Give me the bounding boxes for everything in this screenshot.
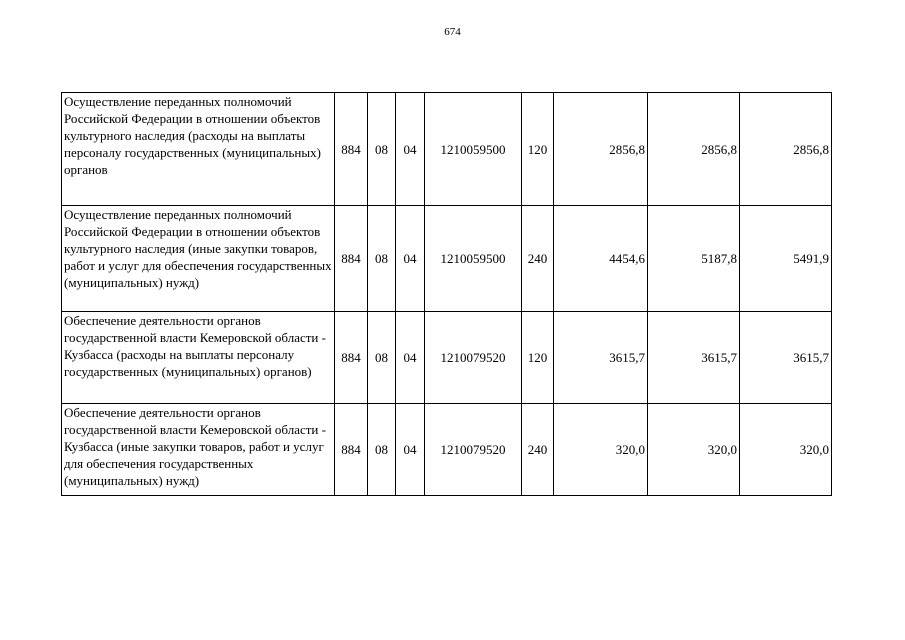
amount-1: 4454,6 — [554, 206, 648, 312]
table-row — [62, 93, 832, 206]
expense-type-code: 120 — [522, 93, 554, 206]
ministry-code: 884 — [335, 312, 368, 404]
section-code: 08 — [368, 206, 396, 312]
ministry-code: 884 — [335, 93, 368, 206]
ministry-code: 884 — [335, 206, 368, 312]
ministry-code: 884 — [335, 404, 368, 496]
page-number: 674 — [444, 26, 461, 38]
amount-1: 320,0 — [554, 404, 648, 496]
amount-1: 3615,7 — [554, 312, 648, 404]
target-code: 1210059500 — [425, 93, 522, 206]
section-code: 08 — [368, 404, 396, 496]
section-code: 08 — [368, 312, 396, 404]
subsection-code: 04 — [396, 93, 425, 206]
amount-3: 2856,8 — [740, 93, 832, 206]
expense-type-code: 120 — [522, 312, 554, 404]
amount-3: 5491,9 — [740, 206, 832, 312]
subsection-code: 04 — [396, 312, 425, 404]
row-description: Осуществление переданных полномочий Российской Федерации в отношении объектов культурного наследия (иные закупки товаров, работ и услуг для обеспечения государственных (муниципальных) нужд) — [62, 206, 335, 312]
table-row — [62, 312, 832, 404]
row-description: Обеспечение деятельности органов государственной власти Кемеровской области - Кузбасса (расходы на выплаты персоналу государственных (муниципальных) органов) — [62, 312, 335, 404]
amount-2: 3615,7 — [648, 312, 740, 404]
expense-type-code: 240 — [522, 404, 554, 496]
amount-3: 320,0 — [740, 404, 832, 496]
amount-2: 2856,8 — [648, 93, 740, 206]
table-row — [62, 206, 832, 312]
expense-type-code: 240 — [522, 206, 554, 312]
subsection-code: 04 — [396, 404, 425, 496]
amount-1: 2856,8 — [554, 93, 648, 206]
amount-2: 5187,8 — [648, 206, 740, 312]
amount-2: 320,0 — [648, 404, 740, 496]
row-description: Осуществление переданных полномочий Российской Федерации в отношении объектов культурного наследия (расходы на выплаты персоналу государственных (муниципальных) органов — [62, 93, 335, 206]
row-description: Обеспечение деятельности органов государственной власти Кемеровской области - Кузбасса (иные закупки товаров, работ и услуг для обеспечения государственных (муниципальных) нужд) — [62, 404, 335, 496]
target-code: 1210079520 — [425, 404, 522, 496]
table-row — [62, 404, 832, 496]
budget-table — [61, 92, 832, 496]
section-code: 08 — [368, 93, 396, 206]
amount-3: 3615,7 — [740, 312, 832, 404]
target-code: 1210079520 — [425, 312, 522, 404]
target-code: 1210059500 — [425, 206, 522, 312]
subsection-code: 04 — [396, 206, 425, 312]
